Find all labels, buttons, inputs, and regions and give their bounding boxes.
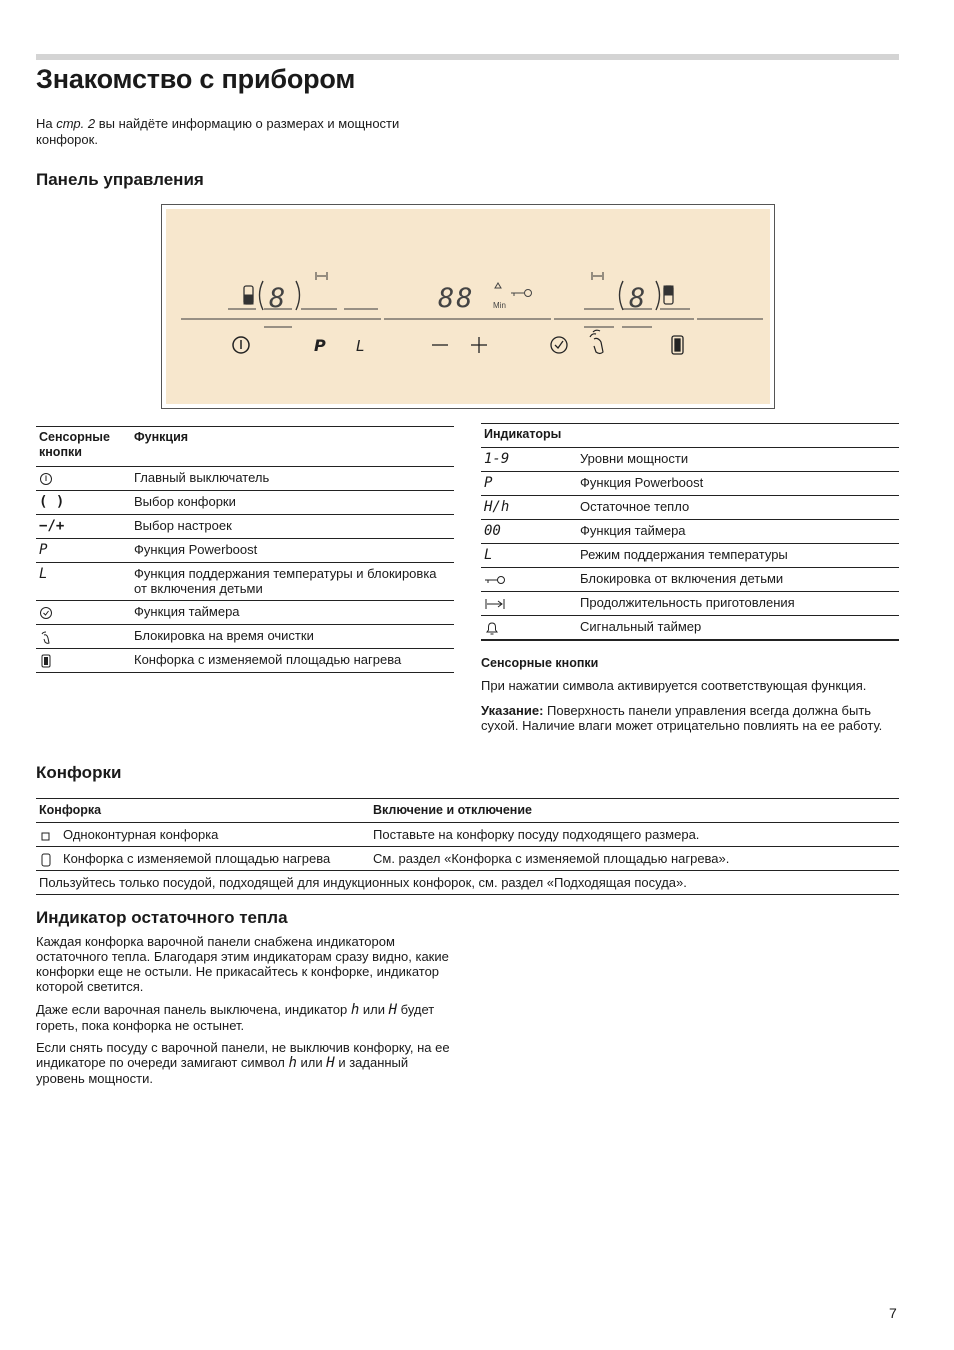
left-zone-display — [244, 272, 327, 310]
table-row: P Функция Powerboost — [481, 472, 899, 496]
zones-footer: Пользуйтесь только посудой, подходящей для индукционных конфорок, см. раздел «Подходящая посуда». — [39, 875, 687, 890]
keep-warm-symbol: L — [39, 566, 48, 582]
variable-zone-icon — [39, 654, 53, 668]
table-row: Одноконтурная конфорка Поставьте на конфорку посуду подходящего размера. — [36, 823, 899, 847]
timer-digits: 88 — [438, 283, 475, 314]
wipe-protect-button — [590, 330, 603, 353]
variable-zone-button — [672, 336, 683, 354]
table-row: Конфорка с изменяемой площадью нагрева См. раздел «Конфорка с изменяемой площадью нагрева». — [36, 847, 899, 871]
table-row: 1-9 Уровни мощности — [481, 448, 899, 472]
power-icon — [39, 472, 53, 486]
residual-heat-para-1: Каждая конфорка варочной панели снабжена индикатором остаточного тепла. Благодаря этим индикаторам сразу видно, какие конфорки еще не остыли. Не прикасайтесь к конфорке, индикатор которой светится. — [36, 934, 449, 994]
table-row: Конфорка с изменяемой площадью нагрева — [36, 649, 454, 673]
control-panel-drawing — [166, 209, 770, 404]
indicators-table — [481, 423, 899, 641]
powerboost-symbol: P — [39, 542, 48, 558]
page-number: 7 — [889, 1305, 897, 1321]
zones-heading: Конфорки — [36, 763, 122, 782]
duration-icon — [484, 597, 506, 611]
residual-heat-heading: Индикатор остаточного тепла — [36, 908, 288, 927]
right-zone-digit: 8 — [629, 283, 646, 314]
table-row: Блокировка на время очистки — [36, 625, 454, 649]
residual-heat-para-3: Если снять посуду с варочной панели, не выключив конфорку, на ее индикаторе по очереди замигают символ h или H и заданный уровень мощности. — [36, 1040, 450, 1086]
page-title: Знакомство с прибором — [36, 64, 356, 94]
keep-warm-button: L — [356, 337, 365, 355]
table-row: Продолжительность приготовления — [481, 592, 899, 616]
sensor-buttons-subheading: Сенсорные кнопки — [481, 656, 599, 670]
zones-table — [36, 798, 899, 895]
residual-heat-para-2: Даже если варочная панель выключена, индикатор h или H будет гореть, пока конфорка не остынет. — [36, 1002, 435, 1033]
variable-zone-outline-icon — [39, 853, 53, 867]
table-row: 00 Функция таймера — [481, 520, 899, 544]
table-row: Сигнальный таймер — [481, 616, 899, 640]
control-panel-illustration — [161, 204, 775, 409]
table-row: P Функция Powerboost — [36, 539, 454, 563]
power-levels-symbol: 1-9 — [484, 451, 510, 467]
table-row — [36, 871, 899, 895]
sensor-col-header: Сенсорные кнопки — [39, 430, 110, 459]
function-col-header: Функция — [134, 430, 189, 444]
intro-text: На стр. 2 вы найдёте информацию о размерах и мощности конфорок. — [36, 116, 400, 147]
center-indicators — [495, 283, 532, 297]
sensor-note: Указание: Поверхность панели управления всегда должна быть сухой. Наличие влаги может отрицательно повлиять на ее работу. — [481, 703, 883, 733]
page-reference: стр. 2 — [56, 116, 96, 131]
sensor-buttons-table — [36, 426, 454, 673]
timer-button — [551, 337, 567, 353]
wipe-protect-icon — [39, 630, 53, 644]
power-button — [233, 337, 249, 353]
single-zone-icon — [39, 830, 53, 842]
table-row: Блокировка от включения детьми — [481, 568, 899, 592]
timer-icon — [39, 606, 53, 620]
timer-indicator-symbol: 00 — [484, 523, 501, 539]
table-row: Функция таймера — [36, 601, 454, 625]
powerboost-indicator-symbol: P — [484, 475, 493, 491]
table-row: L Режим поддержания температуры — [481, 544, 899, 568]
table-row: ( ) Выбор конфорки — [36, 491, 454, 515]
indicators-header: Индикаторы — [484, 427, 562, 441]
table-row: Главный выключатель — [36, 467, 454, 491]
residual-heat-symbol: H/h — [484, 499, 510, 515]
bell-icon — [484, 621, 500, 635]
minus-plus-symbol: −/+ — [39, 518, 65, 534]
action-col-header: Включение и отключение — [373, 803, 532, 817]
sensor-buttons-text: При нажатии символа активируется соответствующая функция. — [481, 678, 867, 693]
table-row: L Функция поддержания температуры и блокировка от включения детьми — [36, 563, 454, 601]
min-label: Min — [493, 301, 506, 310]
table-row: H/h Остаточное тепло — [481, 496, 899, 520]
zone-select-symbol: ( ) — [39, 494, 65, 510]
keep-warm-indicator-symbol: L — [484, 547, 493, 563]
key-lock-icon — [484, 574, 506, 586]
control-panel-heading: Панель управления — [36, 170, 204, 189]
zone-col-header: Конфорка — [39, 803, 102, 817]
table-row: −/+ Выбор настроек — [36, 515, 454, 539]
powerboost-button: P — [314, 336, 326, 355]
top-rule — [36, 54, 899, 60]
left-zone-digit: 8 — [269, 283, 286, 314]
